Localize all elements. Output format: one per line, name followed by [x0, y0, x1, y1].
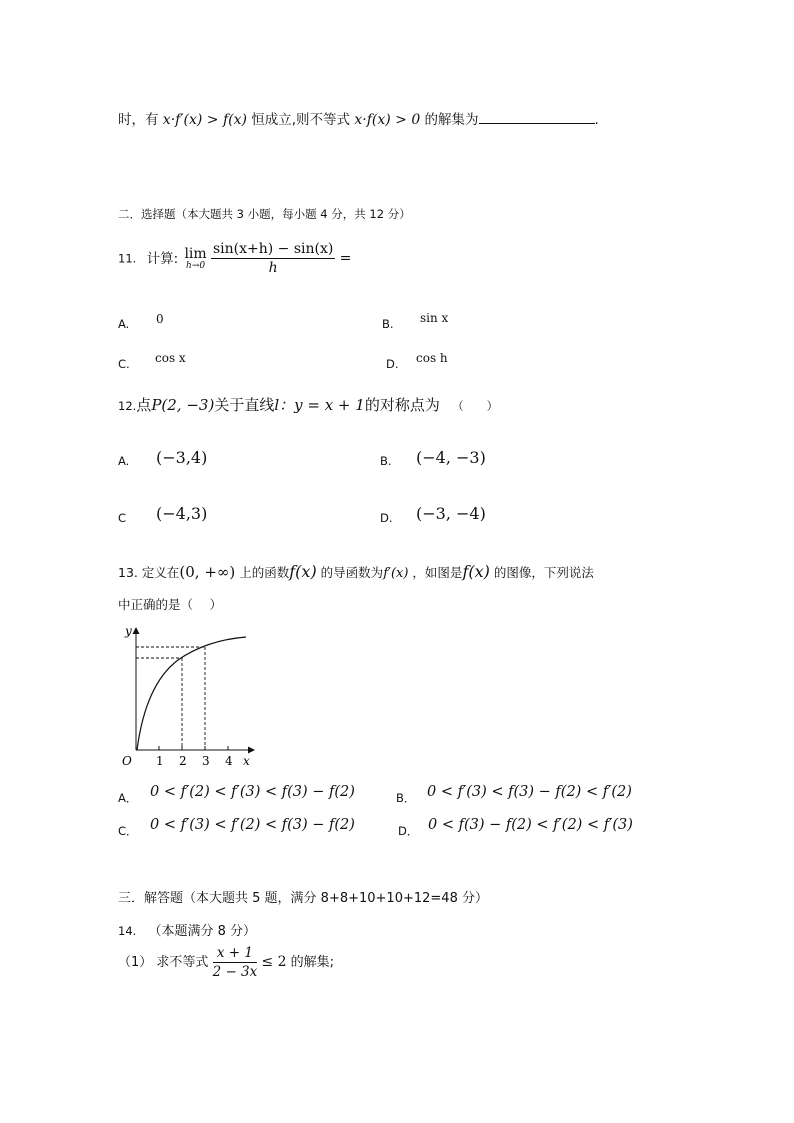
q14-part1-label: （1） — [118, 955, 153, 970]
option-value: 0 — [156, 312, 164, 326]
q10-middle: 恒成立,则不等式 — [251, 112, 351, 128]
q14-denominator: 2 − 3x — [212, 964, 258, 980]
x-tick-label: 4 — [225, 754, 233, 768]
option-value: 0 < f′(3) < f′(2) < f(3) − f(2) — [150, 817, 355, 833]
q10-suffix: 的解集为 — [424, 112, 479, 128]
x-tick-label: 1 — [156, 754, 164, 768]
q12-text-c: 的对称点为 — [364, 396, 440, 414]
q14-score-note: （本题满分 8 分） — [148, 924, 256, 939]
q11-limit — [184, 247, 206, 271]
option-label: C． — [118, 824, 138, 838]
q11-text: 计算: — [146, 250, 179, 267]
q10-tail-line — [118, 108, 599, 128]
dashed-guides — [136, 647, 205, 750]
section3-heading: 三．解答题（本大题共 5 题，满分 8+8+10+10+12=48 分） — [118, 891, 488, 906]
q12-paren: （ ） — [452, 399, 499, 413]
q10-inequality-math: x·f(x) > 0 — [354, 112, 421, 128]
option-label: B. — [380, 454, 392, 468]
curve-f — [137, 637, 246, 750]
option-label: A. — [118, 317, 130, 331]
option-value: (−4, −3) — [416, 448, 486, 467]
option-label: D. — [380, 511, 393, 525]
q11-option-a[interactable] — [118, 312, 164, 332]
lim-subscript: h→0 — [186, 260, 206, 271]
option-value: 0 < f(3) − f(2) < f′(2) < f′(3) — [428, 817, 633, 833]
q11-number: 11. — [118, 251, 137, 266]
q11-option-c[interactable] — [118, 351, 186, 372]
option-label: D． — [398, 824, 419, 838]
q12-option-b[interactable] — [380, 448, 486, 469]
x-axis-label: x — [243, 754, 250, 768]
x-tick-label: 3 — [202, 754, 210, 768]
option-value: cos x — [155, 351, 186, 365]
q13-fprime: f′(x) — [383, 566, 409, 581]
q12-text-a: 点 — [136, 396, 152, 414]
q13-f: f(x) — [289, 562, 317, 581]
option-label: B. — [382, 317, 394, 331]
q13-option-b[interactable] — [396, 784, 632, 806]
q13-option-a[interactable] — [118, 784, 355, 806]
q11-stem — [118, 240, 351, 277]
q12-point: P(2, −3) — [151, 396, 215, 414]
option-label: B． — [396, 791, 416, 805]
option-value: 0 < f′(2) < f′(3) < f(3) − f(2) — [150, 784, 355, 800]
q14-number: 14. — [118, 924, 137, 938]
q12-stem — [118, 394, 498, 415]
lim-label: lim — [184, 245, 207, 262]
q14-part1 — [118, 944, 334, 981]
q13-text-c: 的导函数为 — [320, 565, 384, 580]
q12-option-d[interactable] — [380, 504, 486, 526]
option-label: C. — [118, 357, 130, 371]
option-value: (−3, −4) — [416, 504, 486, 523]
q13-text-a: 定义在 — [141, 565, 180, 580]
q11-option-b[interactable] — [382, 311, 449, 332]
q13-stem-line2: 中正确的是（ ） — [118, 597, 222, 612]
q14-part1-stem: 求不等式 — [156, 955, 209, 970]
q12-number: 12. — [118, 399, 137, 413]
origin-label: O — [122, 754, 132, 768]
q10-prefix: 时，有 — [118, 112, 159, 128]
q12-text-b: 关于直线 — [214, 396, 275, 414]
x-tick-label: 2 — [179, 754, 187, 768]
q12-line: l：y = x + 1 — [274, 396, 365, 414]
answer-blank[interactable] — [479, 111, 595, 124]
q13-text-d: ，如图是 — [412, 565, 463, 580]
q13-number: 13. — [118, 565, 138, 580]
section2-heading: 二．选择题（本大题共 3 小题，每小题 4 分，共 12 分） — [118, 207, 411, 221]
option-value: (−3,4) — [156, 448, 208, 467]
option-label: A． — [118, 791, 138, 805]
q13-graph — [116, 622, 266, 770]
q11-option-d[interactable] — [386, 351, 448, 372]
q13-domain: (0, +∞) — [179, 563, 236, 581]
option-label: A. — [118, 454, 130, 468]
q13-text-b: 上的函数 — [239, 565, 290, 580]
q14-relation: ≤ 2 — [261, 954, 287, 970]
q14-header — [118, 920, 256, 939]
option-value: sin x — [420, 311, 449, 325]
option-label: D. — [386, 357, 399, 371]
q13-text-e: 的图像，下列说法 — [493, 565, 594, 580]
q13-f2: f(x) — [462, 562, 490, 581]
q11-fraction — [211, 240, 335, 277]
x-ticks — [156, 746, 233, 768]
option-value: (−4,3) — [156, 504, 208, 523]
q11-equals: = — [339, 250, 352, 267]
q12-option-a[interactable] — [118, 448, 208, 469]
option-label: C — [118, 511, 127, 525]
option-value: cos h — [416, 351, 448, 365]
q14-numerator: x + 1 — [213, 944, 258, 963]
q14-part1-suffix: 的解集; — [290, 955, 335, 970]
q11-numerator: sin(x+h) − sin(x) — [212, 241, 334, 257]
q13-stem-line1 — [118, 562, 594, 581]
y-axis-label: y — [125, 624, 132, 638]
q13-option-d[interactable] — [398, 817, 633, 839]
q14-fraction — [213, 944, 258, 981]
q12-option-c[interactable] — [118, 504, 208, 526]
q10-condition-math: x·f′(x) > f(x) — [162, 112, 247, 128]
q13-option-c[interactable] — [118, 817, 355, 839]
option-value: 0 < f′(3) < f(3) − f(2) < f′(2) — [427, 784, 632, 800]
q11-denominator: h — [268, 260, 278, 276]
q10-end: . — [594, 112, 599, 128]
